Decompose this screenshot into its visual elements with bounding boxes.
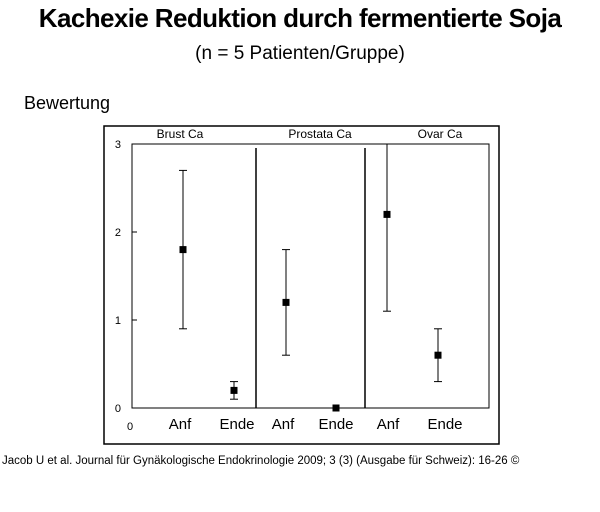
data-point-marker (283, 299, 290, 306)
x-category-label: Ende (219, 416, 255, 433)
data-point-marker (231, 387, 238, 394)
group-label: Brust Ca (156, 127, 204, 141)
y-tick-label: 1 (114, 315, 121, 327)
data-point-marker (180, 246, 187, 253)
x-category-label: Anf (271, 416, 295, 433)
plot-area-frame (132, 144, 489, 408)
x-category-label: Ende (318, 416, 354, 433)
y-tick-label: 0 (114, 403, 121, 415)
x-category-label: Anf (168, 416, 192, 433)
slide-subtitle: (n = 5 Patienten/Gruppe) (195, 43, 405, 64)
x-category-label: Anf (376, 416, 400, 433)
slide-title: Kachexie Reduktion durch fermentierte Soja (38, 3, 562, 33)
y-tick-label: 3 (114, 139, 121, 151)
y-axis-label: Bewertung (24, 93, 111, 113)
citation-footnote: Jacob U et al. Journal für Gynäkologische Endokrinologie 2009; 3 (3) (Ausgabe für Schweiz): 16-26 © (2, 455, 520, 467)
group-label: Ovar Ca (417, 127, 463, 141)
data-point-marker (333, 405, 340, 412)
y-tick-label: 2 (114, 227, 121, 239)
data-point-marker (384, 211, 391, 218)
group-label: Prostata Ca (288, 127, 352, 141)
x-origin-label: 0 (126, 421, 134, 433)
data-point-marker (435, 352, 442, 359)
chart-outer-frame (104, 126, 499, 444)
x-category-label: Ende (427, 416, 463, 433)
